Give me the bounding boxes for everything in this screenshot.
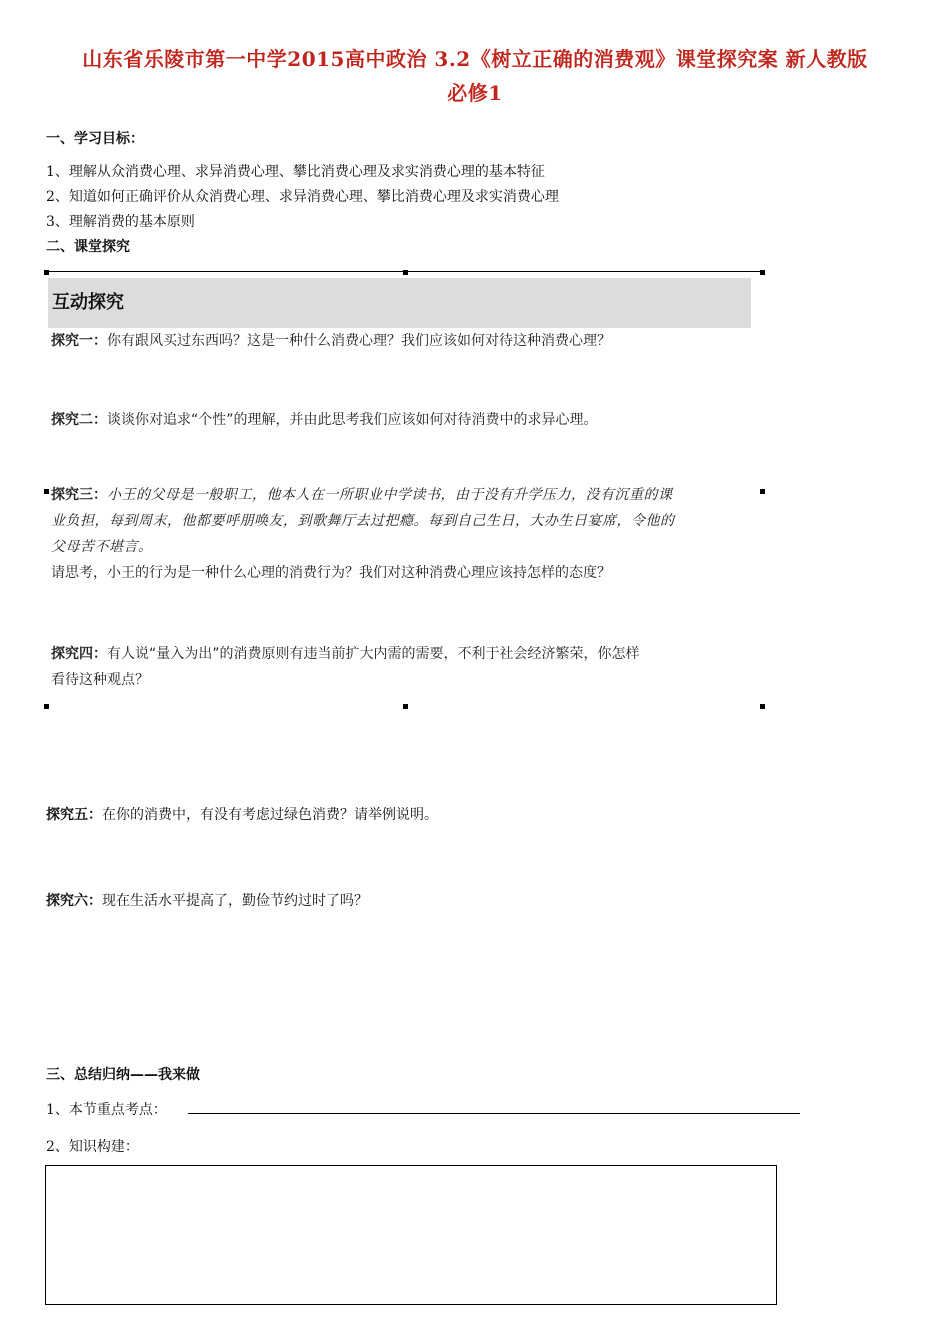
inquiry-3-line-3: 父母苦不堪言。	[51, 539, 153, 555]
inquiry-3-label: 探究三：	[51, 487, 107, 503]
inquiry-6-label: 探究六：	[46, 893, 102, 909]
title-line-1: 山东省乐陵市第一中学2015高中政治 3.2《树立正确的消费观》课堂探究案 新人教版	[82, 47, 868, 71]
section3-heading: 三、总结归纳——我来做	[46, 1067, 200, 1083]
section1-heading: 一、学习目标：	[46, 131, 144, 147]
embedded-worksheet-image	[46, 270, 764, 708]
inquiry-5-text: 在你的消费中，有没有考虑过绿色消费？请举例说明。	[102, 807, 438, 823]
title-line-2: 必修1	[447, 81, 503, 105]
knowledge-structure-label: 2、知识构建：	[46, 1139, 139, 1155]
key-points-label: 1、本节重点考点：	[46, 1102, 167, 1118]
inquiry-1-label: 探究一：	[51, 333, 107, 349]
inquiry-3-line-4: 请思考，小王的行为是一种什么心理的消费行为？我们对这种消费心理应该持怎样的态度？	[51, 565, 611, 581]
resize-handle[interactable]	[44, 489, 49, 494]
resize-handle[interactable]	[760, 489, 765, 494]
resize-handle[interactable]	[760, 704, 765, 709]
resize-handle[interactable]	[44, 704, 49, 709]
knowledge-structure-box[interactable]	[45, 1165, 777, 1305]
key-points-fill-line[interactable]	[188, 1113, 800, 1114]
inquiry-5	[46, 804, 438, 824]
banner-interactive-inquiry: 互动探究	[48, 278, 751, 328]
inquiry-2-text: 谈谈你对追求“个性”的理解，并由此思考我们应该如何对待消费中的求异心理。	[107, 412, 598, 428]
inquiry-4-label: 探究四：	[51, 646, 107, 662]
inquiry-3-line-1: 小王的父母是一般职工，他本人在一所职业中学读书，由于没有升学压力，没有沉重的课	[107, 487, 673, 503]
inquiry-6	[46, 890, 368, 910]
resize-handle[interactable]	[760, 270, 765, 275]
inquiry-4-line-1: 有人说“量入为出”的消费原则有违当前扩大内需的需要，不利于社会经济繁荣，你怎样	[107, 646, 640, 662]
inquiry-6-text: 现在生活水平提高了，勤俭节约过时了吗？	[102, 893, 368, 909]
inquiry-2	[51, 407, 751, 433]
document-title	[40, 42, 910, 110]
objective-2: 2、知道如何正确评价从众消费心理、求异消费心理、攀比消费心理及求实消费心理	[46, 189, 559, 205]
inquiry-4-line-2: 看待这种观点？	[51, 672, 149, 688]
objective-1: 1、理解从众消费心理、求异消费心理、攀比消费心理及求实消费心理的基本特征	[46, 164, 545, 180]
inquiry-1	[51, 328, 751, 354]
inquiry-3	[51, 482, 751, 586]
objective-3: 3、理解消费的基本原则	[46, 214, 195, 230]
inquiry-5-label: 探究五：	[46, 807, 102, 823]
inquiry-1-text: 你有跟风买过东西吗？这是一种什么消费心理？我们应该如何对待这种消费心理？	[107, 333, 611, 349]
inquiry-2-label: 探究二：	[51, 412, 107, 428]
inquiry-4	[51, 641, 751, 693]
inquiry-3-line-2: 业负担，每到周末，他都要呼朋唤友，到歌舞厅去过把瘾。每到自己生日，大办生日宴席，令他的	[51, 513, 675, 529]
section2-heading: 二、课堂探究	[46, 239, 130, 255]
resize-handle[interactable]	[403, 704, 408, 709]
resize-handle[interactable]	[403, 270, 408, 275]
resize-handle[interactable]	[44, 270, 49, 275]
